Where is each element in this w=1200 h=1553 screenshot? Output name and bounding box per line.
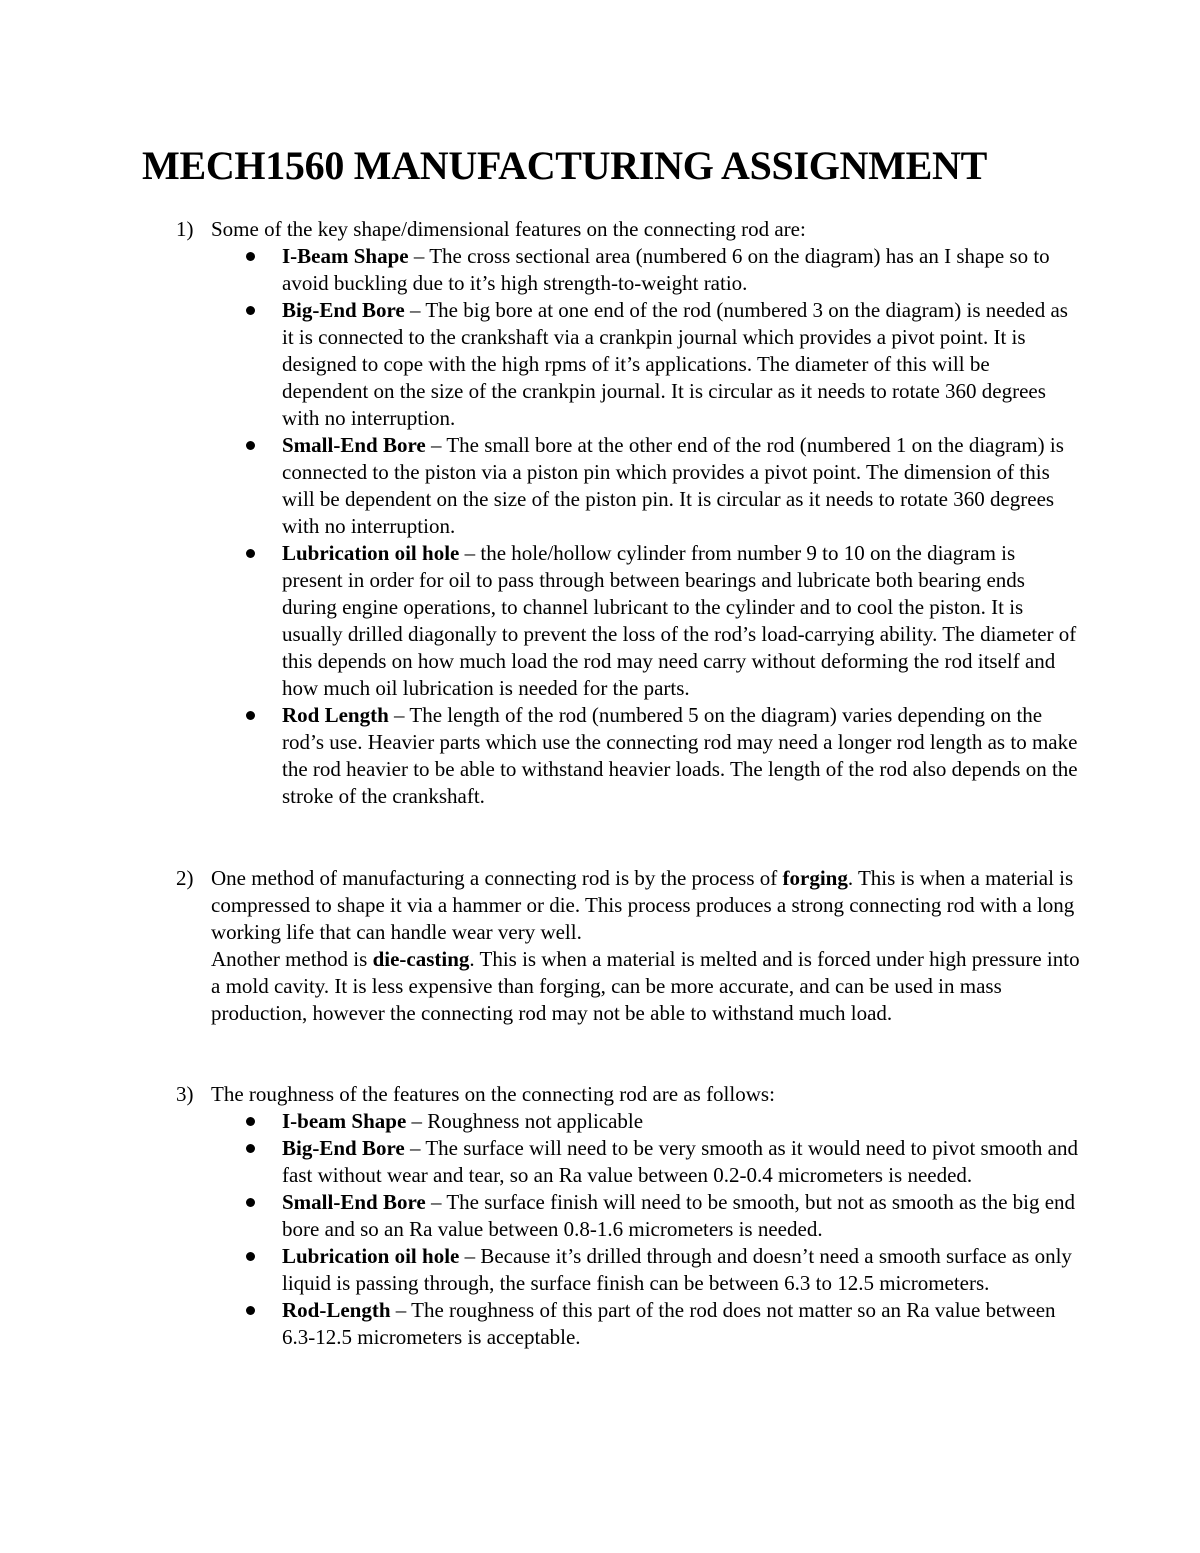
section-intro: Some of the key shape/dimensional features on the connecting rod are: <box>211 217 806 241</box>
list-item <box>211 702 1081 810</box>
section-body <box>211 216 1081 810</box>
item-term: Big-End Bore <box>282 1136 405 1160</box>
section-intro: The roughness of the features on the connecting rod are as follows: <box>211 1082 775 1106</box>
bullet-icon <box>246 252 255 261</box>
bullet-icon <box>246 1117 255 1126</box>
section-body <box>211 1081 1081 1351</box>
item-text: – the hole/hollow cylinder from number 9 to 10 on the diagram is present in order for oil to pass through between bearings and lubricate both bearing ends during engine operations, to channel lubricant to the cylinder and to cool the piston. It is usually drilled diagonally to prevent the loss of the rod’s load-carrying ability. The diameter of this depends on how much load the rod may need carry without deforming the rod itself and how much oil lubrication is needed for the parts. <box>282 541 1077 700</box>
bullet-icon <box>246 1306 255 1315</box>
paragraph-die-casting <box>211 946 1081 1027</box>
list-item <box>211 540 1081 702</box>
bullet-icon <box>246 711 255 720</box>
list-item <box>211 243 1081 297</box>
paragraph-text: . This is when a material is melted and is forced under high pressure into a mold cavity. It is less expensive than forging, can be more accurate, and can be used in mass production, however the connecting rod may not be able to withstand much load. <box>211 947 1080 1025</box>
item-term: I-Beam Shape <box>282 244 409 268</box>
list-item <box>211 1297 1081 1351</box>
item-text: – The surface finish will need to be smooth, but not as smooth as the big end bore and so an Ra value between 0.8-1.6 micrometers is needed. <box>282 1190 1076 1241</box>
bullet-icon <box>246 306 255 315</box>
bullet-icon <box>246 1144 255 1153</box>
list-item <box>211 432 1081 540</box>
item-term: Lubrication oil hole <box>282 1244 460 1268</box>
paragraph-text: . This is when a material is compressed to shape it via a hammer or die. This process produces a strong connecting rod with a long working life that can handle wear very well. <box>211 866 1075 944</box>
term-forging: forging <box>782 866 848 890</box>
item-text: – The big bore at one end of the rod (numbered 3 on the diagram) is needed as it is connected to the crankshaft via a crankpin journal which provides a pivot point. It is designed to cope with the high rpms of it’s applications. The diameter of this will be dependent on the size of the crankpin journal. It is circular as it needs to rotate 360 degrees with no interruption. <box>282 298 1068 430</box>
list-item <box>211 1108 1081 1135</box>
paragraph-text: Another method is <box>211 947 373 971</box>
section-number: 3) <box>176 1082 194 1106</box>
list-item <box>211 1135 1081 1189</box>
term-die-casting: die-casting <box>372 947 470 971</box>
item-text: – The length of the rod (numbered 5 on the diagram) varies depending on the rod’s use. Heavier parts which use the connecting rod may need a longer rod length as to make the rod heavier to be able to withstand heavier loads. The length of the rod also depends on the stroke of the crankshaft. <box>282 703 1078 808</box>
document-title: MECH1560 MANUFACTURING ASSIGNMENT <box>142 143 987 188</box>
list-item <box>211 297 1081 432</box>
paragraph-forging <box>211 865 1081 946</box>
item-text: – Because it’s drilled through and doesn’t need a smooth surface as only liquid is passing through, the surface finish can be between 6.3 to 12.5 micrometers. <box>282 1244 1072 1295</box>
roughness-list <box>211 1108 1081 1351</box>
list-item <box>211 1189 1081 1243</box>
section-number: 2) <box>176 866 194 890</box>
item-text: – The cross sectional area (numbered 6 on the diagram) has an I shape so to avoid buckling due to it’s high strength-to-weight ratio. <box>282 244 1050 295</box>
item-text: – The roughness of this part of the rod does not matter so an Ra value between 6.3-12.5 micrometers is acceptable. <box>282 1298 1056 1349</box>
section-body <box>211 865 1081 1027</box>
section-number: 1) <box>176 217 194 241</box>
bullet-icon <box>246 441 255 450</box>
item-term: Small-End Bore <box>282 433 426 457</box>
item-term: Rod-Length <box>282 1298 391 1322</box>
item-text: – Roughness not applicable <box>406 1109 644 1133</box>
item-text: – The surface will need to be very smooth as it would need to pivot smooth and fast without wear and tear, so an Ra value between 0.2-0.4 micrometers is needed. <box>282 1136 1078 1187</box>
item-text: – The small bore at the other end of the rod (numbered 1 on the diagram) is connected to the piston via a piston pin which provides a pivot point. The dimension of this will be dependent on the size of the piston pin. It is circular as it needs to rotate 360 degrees with no interruption. <box>282 433 1064 538</box>
bullet-icon <box>246 1252 255 1261</box>
item-term: Rod Length <box>282 703 389 727</box>
list-item <box>211 1243 1081 1297</box>
paragraph-text: One method of manufacturing a connecting rod is by the process of <box>211 866 783 890</box>
item-term: Big-End Bore <box>282 298 405 322</box>
bullet-icon <box>246 1198 255 1207</box>
bullet-icon <box>246 549 255 558</box>
item-term: I-beam Shape <box>282 1109 407 1133</box>
item-term: Lubrication oil hole <box>282 541 460 565</box>
item-term: Small-End Bore <box>282 1190 426 1214</box>
feature-list <box>211 243 1081 810</box>
